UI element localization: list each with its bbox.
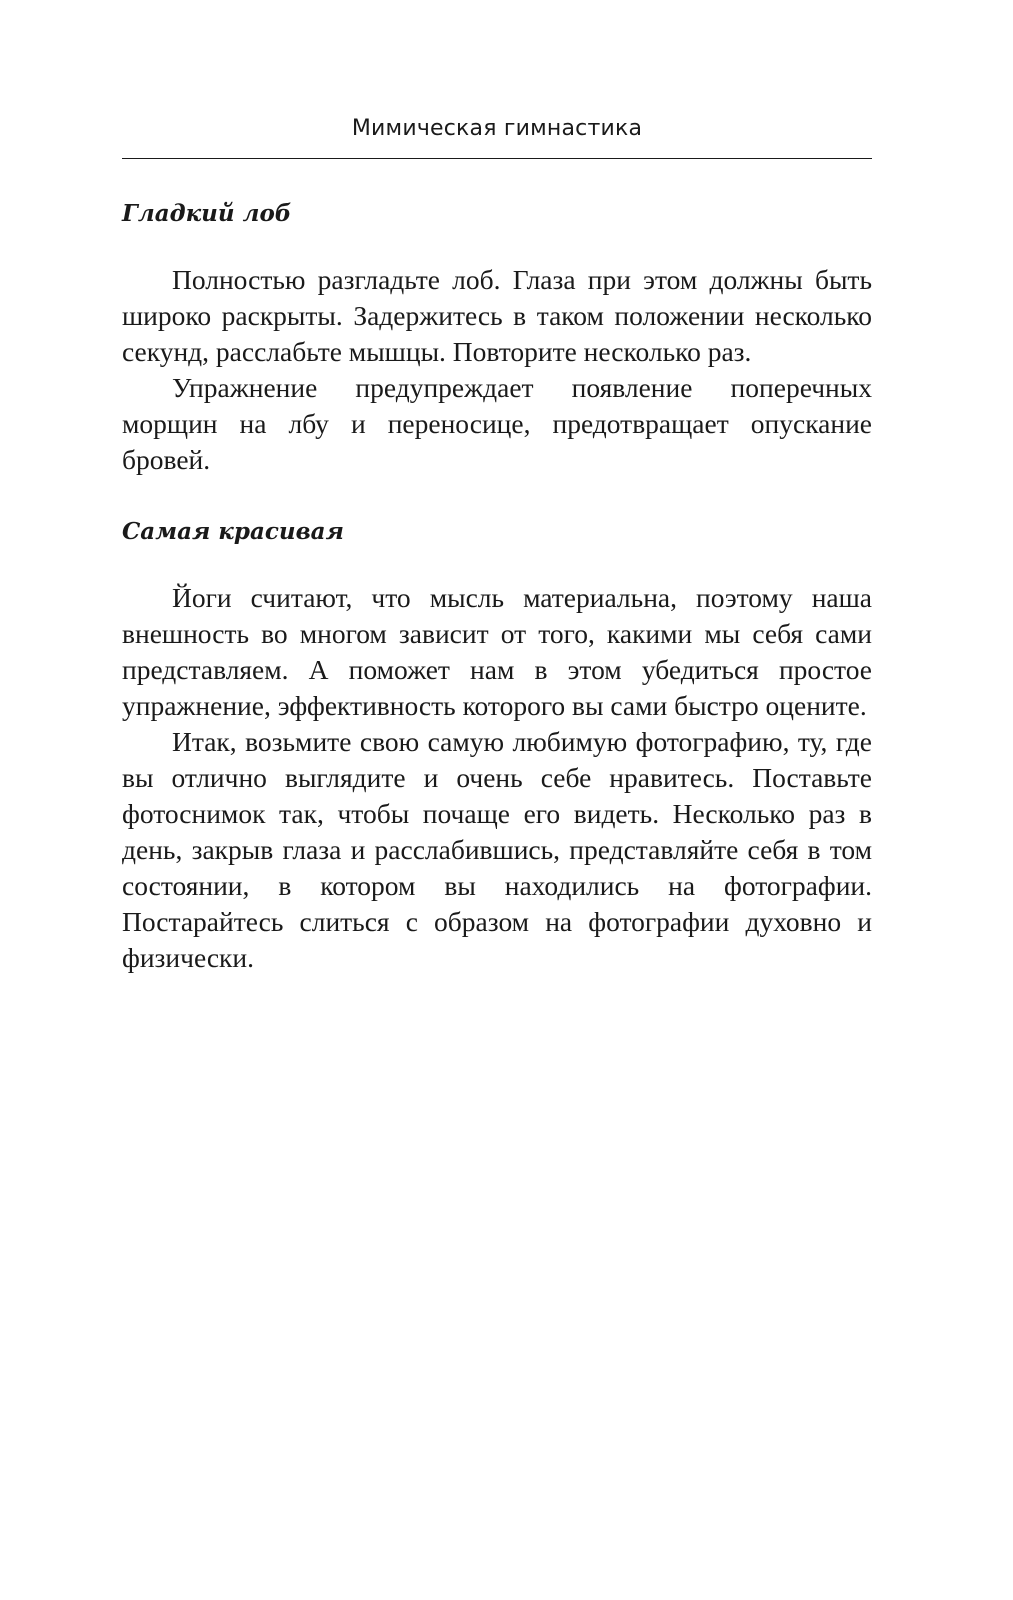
section-title: Гладкий лоб — [122, 200, 292, 227]
page-body — [122, 196, 872, 976]
section-title: Самая красивая — [122, 518, 344, 545]
running-head: Мимическая гимнастика — [351, 116, 643, 141]
header-rule — [122, 158, 872, 159]
paragraph: Полностью разгладьте лоб. Глаза при этом должны быть широко раскрыты. Задержитесь в таком положении несколько секунд, расслабьте мышцы. Повторите несколько раз. — [122, 264, 872, 367]
paragraph: Йоги считают, что мысль материальна, поэтому наша внешность во многом зависит от того, какими мы себя сами представляем. А поможет нам в этом убедиться простое упражнение, эффективность которого вы сами быстро оцените. — [122, 582, 872, 721]
section-smooth-forehead — [122, 196, 872, 478]
paragraph: Итак, возьмите свою самую любимую фотографию, ту, где вы отлично выглядите и очень себе нравитесь. Поставьте фотоснимок так, чтобы почаще его видеть. Несколько раз в день, закрыв глаза и расслабившись, представляйте себя в том состоянии, в котором вы находились на фотографии. Постарайтесь слиться с образом на фотографии духовно и физически. — [122, 726, 872, 973]
section-most-beautiful — [122, 514, 872, 976]
paragraph: Упражнение предупреждает появление поперечных морщин на лбу и переносице, предотвращает опускание бровей. — [122, 372, 872, 475]
